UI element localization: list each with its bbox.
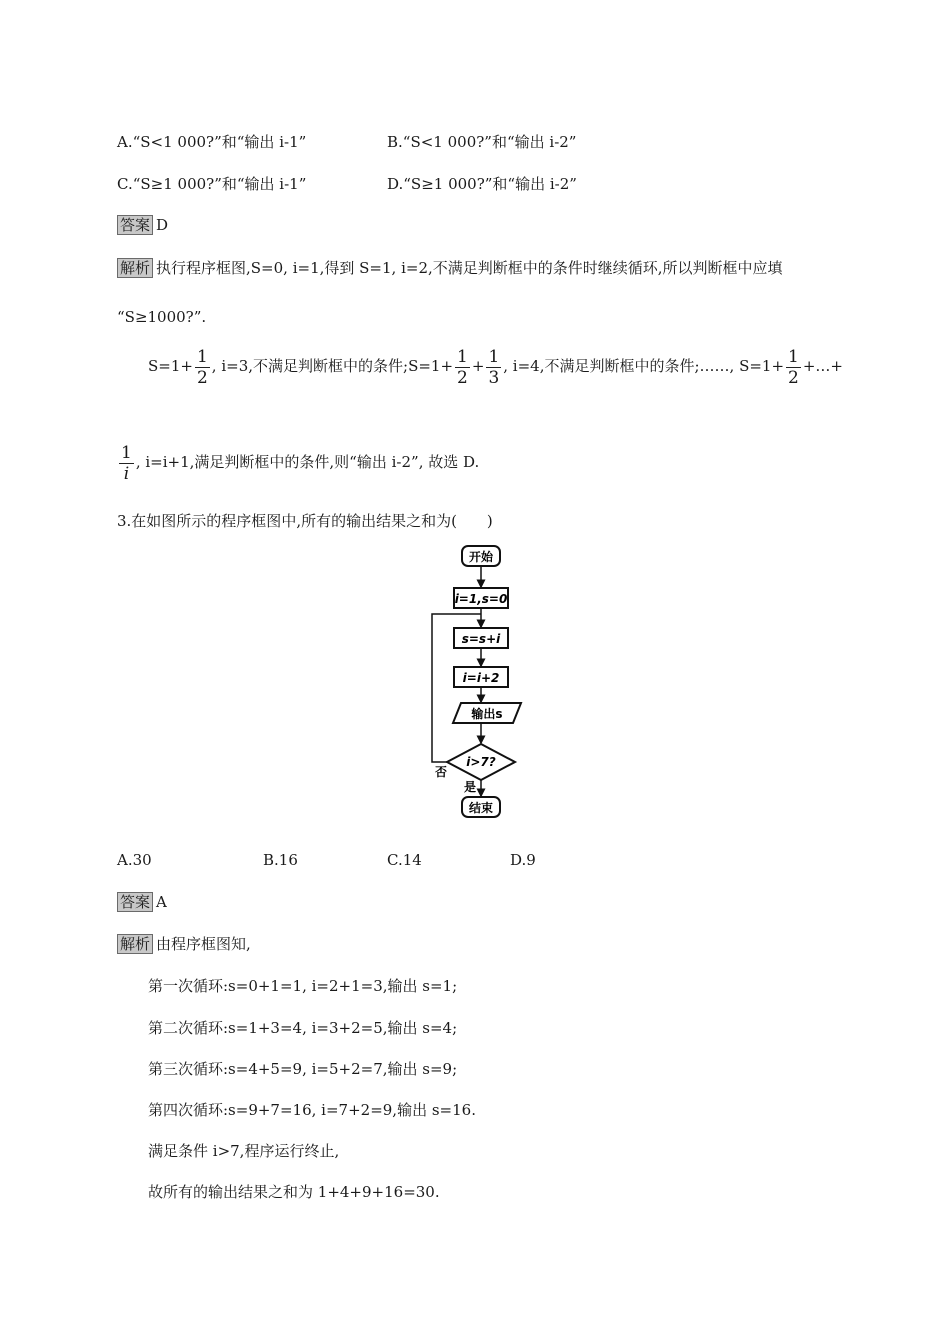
end-label: 结束 xyxy=(468,801,494,815)
answer-value: D xyxy=(156,216,169,234)
analysis-intro: 由程序框图知, xyxy=(156,935,251,953)
numerator: 1 xyxy=(457,346,468,367)
loop-step: 第三次循环:s=4+5=9, i=5+2=7,输出 s=9; xyxy=(148,1060,458,1078)
yes-label: 是 xyxy=(463,780,477,794)
denominator: 2 xyxy=(788,367,799,388)
final-sum-text: 故所有的输出结果之和为 1+4+9+16=30. xyxy=(148,1183,440,1201)
analysis-tag: 解析 xyxy=(117,258,153,278)
loop-step: 第四次循环:s=9+7=16, i=7+2=9,输出 s=16. xyxy=(148,1101,476,1119)
q3-option-a: A.30 xyxy=(117,851,152,869)
math-line xyxy=(148,344,843,388)
sum-label: s=s+i xyxy=(461,632,501,646)
numerator: 1 xyxy=(488,346,500,367)
increment-label: i=i+2 xyxy=(462,671,500,685)
condition-label: i>7? xyxy=(466,755,496,769)
answer-tag: 答案 xyxy=(117,215,153,235)
answer-line xyxy=(117,215,168,235)
q3-answer-line xyxy=(117,892,167,912)
numerator: 1 xyxy=(121,442,132,463)
fraction xyxy=(119,443,134,484)
math-text: , i=4,不满足判断框中的条件;……, S=1+ xyxy=(503,357,785,375)
denominator: 2 xyxy=(196,367,208,388)
fraction xyxy=(786,347,801,388)
loop-step: 第一次循环:s=0+1=1, i=2+1=3,输出 s=1; xyxy=(148,977,458,995)
conclusion-text: , i=i+1,满足判断框中的条件,则“输出 i-2”, 故选 D. xyxy=(135,453,480,471)
fraction xyxy=(195,347,210,388)
fraction xyxy=(486,347,501,388)
q3-analysis-line xyxy=(117,934,251,954)
answer-value: A xyxy=(156,893,167,911)
numerator: 1 xyxy=(196,346,208,367)
math-text: + xyxy=(471,357,485,375)
loop-step: 第二次循环:s=1+3=4, i=3+2=5,输出 s=4; xyxy=(148,1019,458,1037)
answer-tag: 答案 xyxy=(117,892,153,912)
output-label: 输出s xyxy=(471,707,503,721)
question-stem: 3.在如图所示的程序框图中,所有的输出结果之和为( ) xyxy=(117,512,493,530)
analysis-continued: “S≥1000?”. xyxy=(117,308,207,326)
termination-text: 满足条件 i>7,程序运行终止, xyxy=(148,1142,340,1160)
denominator: i xyxy=(123,463,130,484)
conclusion-line xyxy=(117,440,479,484)
analysis-line xyxy=(117,258,783,278)
flowchart xyxy=(420,540,530,820)
q3-option-d: D.9 xyxy=(510,851,536,869)
option-d: D.“S≥1 000?”和“输出 i-2” xyxy=(387,175,577,193)
option-a: A.“S<1 000?”和“输出 i-1” xyxy=(117,133,307,151)
numerator: 1 xyxy=(788,346,799,367)
q3-option-c: C.14 xyxy=(387,851,422,869)
math-text: S=1+ xyxy=(148,357,193,375)
denominator: 2 xyxy=(457,367,468,388)
analysis-tag: 解析 xyxy=(117,934,153,954)
option-b: B.“S<1 000?”和“输出 i-2” xyxy=(387,133,577,151)
no-label: 否 xyxy=(434,765,448,779)
math-text: , i=3,不满足判断框中的条件;S=1+ xyxy=(211,357,454,375)
fraction xyxy=(455,347,470,388)
analysis-text: 执行程序框图,S=0, i=1,得到 S=1, i=2,不满足判断框中的条件时继续循环,所以判断框中应填 xyxy=(156,259,783,277)
init-label: i=1,s=0 xyxy=(454,592,508,606)
start-label: 开始 xyxy=(468,550,494,564)
math-text: +…+ xyxy=(802,357,843,375)
q3-option-b: B.16 xyxy=(263,851,298,869)
option-c: C.“S≥1 000?”和“输出 i-1” xyxy=(117,175,307,193)
denominator: 3 xyxy=(488,367,500,388)
